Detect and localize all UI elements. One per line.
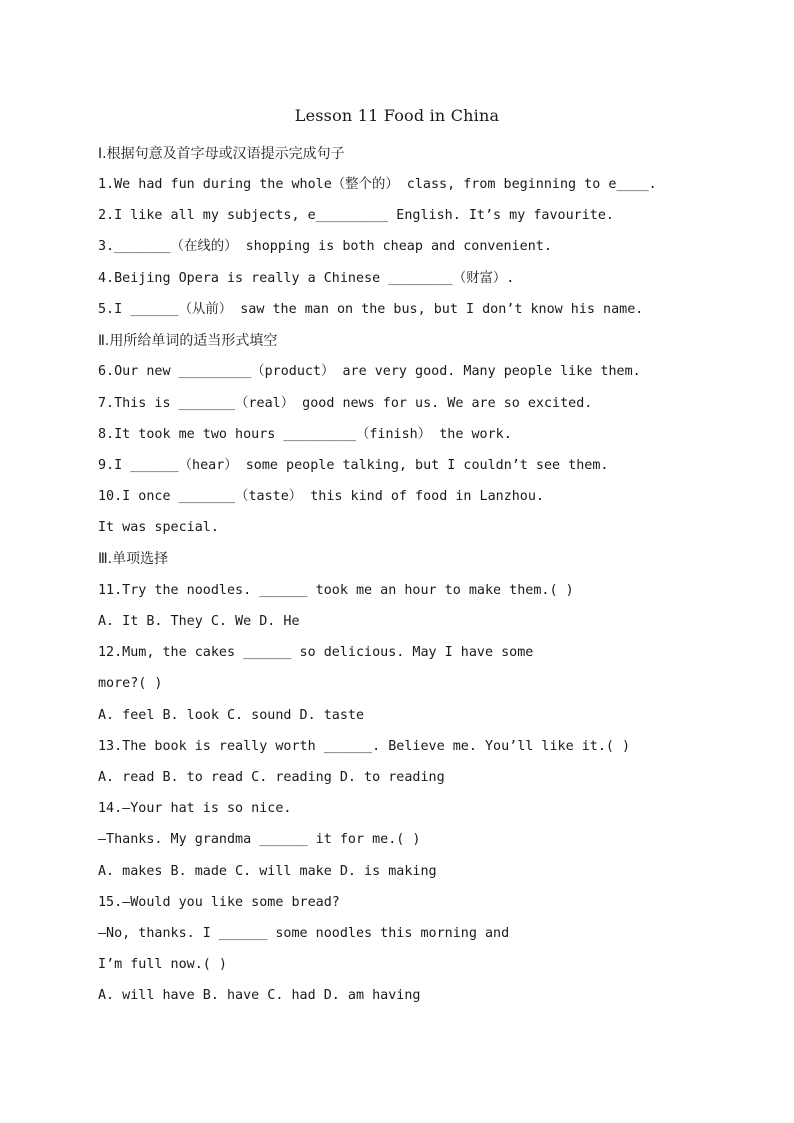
- answer-options: A. makes B. made C. will make D. is making: [98, 864, 437, 879]
- question-line: 8.It took me two hours _________（finish） the work.: [98, 427, 512, 442]
- question-line: —No, thanks. I ______ some noodles this morning and: [98, 926, 510, 941]
- answer-options: A. It B. They C. We D. He: [98, 614, 300, 629]
- question-line: 7.This is _______（real） good news for us. We are so excited.: [98, 396, 593, 411]
- question-line: I’m full now.( ): [98, 957, 227, 972]
- page-title: Lesson 11 Food in China: [294, 106, 500, 125]
- question-line: 11.Try the noodles. ______ took me an hour to make them.( ): [98, 583, 574, 598]
- question-line: 15.—Would you like some bread?: [98, 895, 340, 910]
- section-heading-1: Ⅰ.根据句意及首字母或汉语提示完成句子: [98, 146, 345, 162]
- section-heading-2: Ⅱ.用所给单词的适当形式填空: [98, 333, 278, 349]
- question-line: 5.I ______（从前） saw the man on the bus, but I don’t know his name.: [98, 302, 644, 317]
- question-line: 12.Mum, the cakes ______ so delicious. May I have some: [98, 645, 534, 660]
- answer-options: A. feel B. look C. sound D. taste: [98, 708, 365, 723]
- answer-options: A. will have B. have C. had D. am having: [98, 988, 421, 1003]
- question-line: 1.We had fun during the whole（整个的） class, from beginning to e____.: [98, 177, 657, 192]
- question-line: 4.Beijing Opera is really a Chinese ________（财富）.: [98, 271, 515, 286]
- question-line: —Thanks. My grandma ______ it for me.( ): [98, 832, 421, 847]
- question-line: It was special.: [98, 520, 219, 535]
- answer-options: A. read B. to read C. reading D. to reading: [98, 770, 445, 785]
- question-line: 3._______（在线的） shopping is both cheap and convenient.: [98, 239, 552, 254]
- question-line: 13.The book is really worth ______. Believe me. You’ll like it.( ): [98, 739, 631, 754]
- question-line: more?( ): [98, 676, 163, 691]
- section-heading-3: Ⅲ.单项选择: [98, 551, 169, 567]
- question-line: 6.Our new _________（product） are very good. Many people like them.: [98, 364, 641, 379]
- question-line: 9.I ______（hear） some people talking, but I couldn’t see them.: [98, 458, 609, 473]
- question-line: 14.—Your hat is so nice.: [98, 801, 292, 816]
- question-line: 10.I once _______（taste） this kind of food in Lanzhou.: [98, 489, 544, 504]
- question-line: 2.I like all my subjects, e_________ English. It’s my favourite.: [98, 208, 614, 223]
